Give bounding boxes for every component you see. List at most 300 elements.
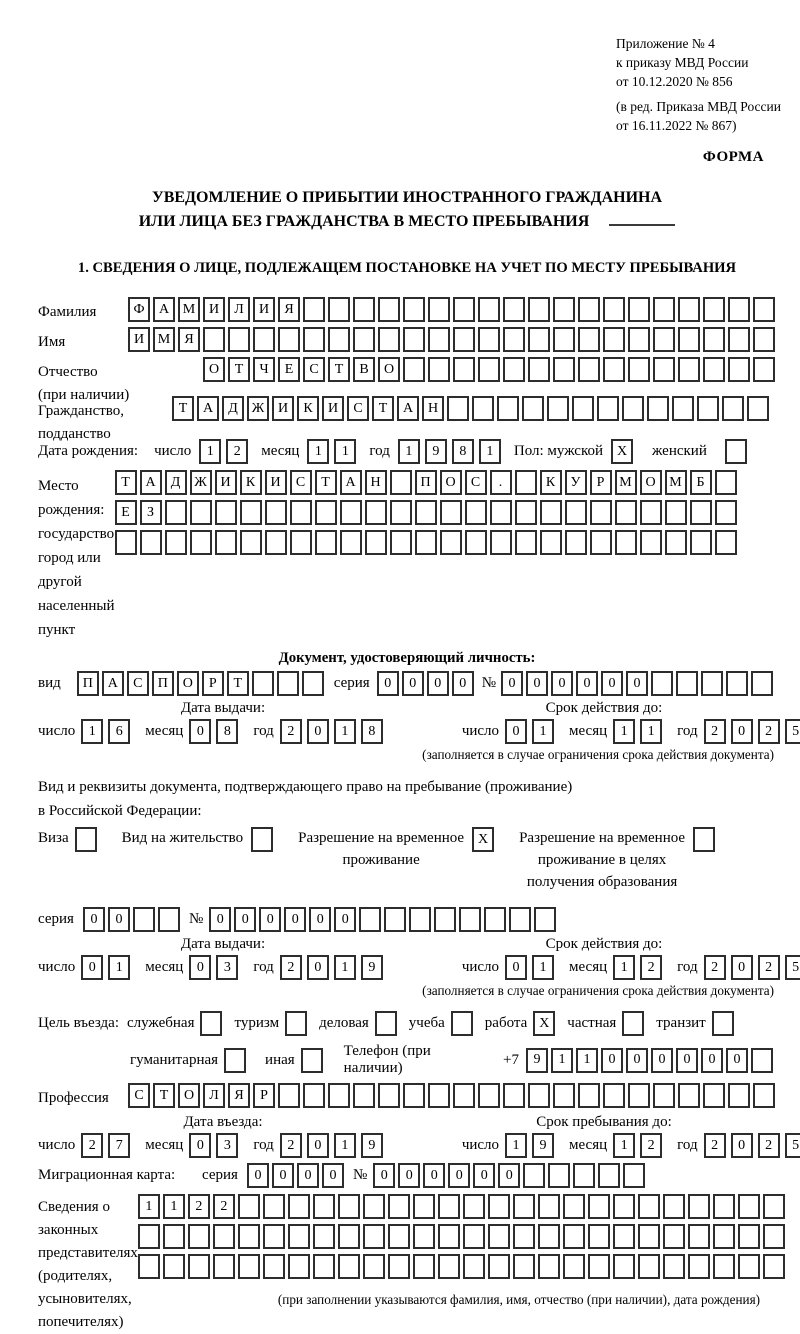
char-cell[interactable] [563, 1224, 585, 1249]
char-cell[interactable]: 0 [505, 719, 527, 744]
char-cell[interactable]: М [178, 297, 200, 322]
char-cell[interactable]: 3 [216, 955, 238, 980]
char-cell[interactable] [263, 1254, 285, 1279]
char-cell[interactable]: И [322, 396, 344, 421]
char-cell[interactable] [228, 327, 250, 352]
char-cell[interactable] [534, 907, 556, 932]
char-cell[interactable] [390, 530, 412, 555]
char-cell[interactable]: Ж [190, 470, 212, 495]
char-cell[interactable] [488, 1254, 510, 1279]
char-cell[interactable] [188, 1224, 210, 1249]
char-cell[interactable]: 0 [209, 907, 231, 932]
char-cell[interactable]: И [265, 470, 287, 495]
char-cell[interactable]: У [565, 470, 587, 495]
char-cell[interactable] [453, 1083, 475, 1108]
char-cell[interactable] [763, 1224, 785, 1249]
char-cell[interactable] [573, 1163, 595, 1188]
char-cell[interactable]: 1 [81, 719, 103, 744]
char-cell[interactable] [328, 327, 350, 352]
char-cell[interactable]: 2 [280, 955, 302, 980]
char-cell[interactable] [290, 530, 312, 555]
char-cell[interactable]: 8 [452, 439, 474, 464]
char-cell[interactable]: А [140, 470, 162, 495]
char-cell[interactable]: С [465, 470, 487, 495]
char-cell[interactable] [165, 530, 187, 555]
char-cell[interactable]: Т [228, 357, 250, 382]
char-cell[interactable]: Ч [253, 357, 275, 382]
char-cell[interactable] [703, 297, 725, 322]
char-cell[interactable] [138, 1224, 160, 1249]
char-cell[interactable]: С [290, 470, 312, 495]
char-cell[interactable] [378, 327, 400, 352]
char-cell[interactable] [338, 1194, 360, 1219]
char-cell[interactable] [713, 1194, 735, 1219]
char-cell[interactable] [277, 671, 299, 696]
char-cell[interactable] [628, 327, 650, 352]
char-cell[interactable] [288, 1224, 310, 1249]
char-cell[interactable] [453, 327, 475, 352]
char-cell[interactable]: 0 [731, 719, 753, 744]
char-cell[interactable]: Я [178, 327, 200, 352]
char-cell[interactable] [403, 327, 425, 352]
char-cell[interactable]: 2 [640, 1133, 662, 1158]
char-cell[interactable]: В [353, 357, 375, 382]
char-cell[interactable]: 0 [423, 1163, 445, 1188]
char-cell[interactable] [603, 357, 625, 382]
char-cell[interactable]: Д [222, 396, 244, 421]
char-cell[interactable] [513, 1194, 535, 1219]
char-cell[interactable] [353, 297, 375, 322]
char-cell[interactable] [465, 500, 487, 525]
char-cell[interactable]: 5 [785, 1133, 800, 1158]
char-cell[interactable]: 0 [501, 671, 523, 696]
char-cell[interactable] [603, 327, 625, 352]
char-cell[interactable] [513, 1224, 535, 1249]
char-cell[interactable]: Р [202, 671, 224, 696]
char-cell[interactable] [688, 1254, 710, 1279]
char-cell[interactable] [447, 396, 469, 421]
char-cell[interactable] [188, 1254, 210, 1279]
char-cell[interactable] [388, 1224, 410, 1249]
char-cell[interactable] [588, 1254, 610, 1279]
char-cell[interactable] [252, 671, 274, 696]
char-cell[interactable]: 2 [704, 719, 726, 744]
char-cell[interactable] [390, 500, 412, 525]
char-cell[interactable]: 1 [613, 955, 635, 980]
char-cell[interactable] [628, 1083, 650, 1108]
char-cell[interactable] [438, 1194, 460, 1219]
char-cell[interactable]: 0 [651, 1048, 673, 1073]
char-cell[interactable]: О [640, 470, 662, 495]
char-cell[interactable]: 1 [532, 955, 554, 980]
char-cell[interactable] [553, 327, 575, 352]
char-cell[interactable] [523, 1163, 545, 1188]
char-cell[interactable]: 1 [505, 1133, 527, 1158]
char-cell[interactable] [728, 297, 750, 322]
char-cell[interactable] [438, 1224, 460, 1249]
char-cell[interactable]: 0 [247, 1163, 269, 1188]
char-cell[interactable] [538, 1254, 560, 1279]
char-cell[interactable] [548, 1163, 570, 1188]
char-cell[interactable]: С [127, 671, 149, 696]
char-cell[interactable] [640, 500, 662, 525]
char-cell[interactable] [215, 500, 237, 525]
char-cell[interactable] [313, 1254, 335, 1279]
char-cell[interactable] [315, 530, 337, 555]
char-cell[interactable] [688, 1194, 710, 1219]
char-cell[interactable] [522, 396, 544, 421]
char-cell[interactable] [553, 1083, 575, 1108]
char-cell[interactable] [365, 530, 387, 555]
char-cell[interactable] [690, 530, 712, 555]
char-cell[interactable] [263, 1224, 285, 1249]
char-cell[interactable]: 0 [576, 671, 598, 696]
char-cell[interactable]: 0 [272, 1163, 294, 1188]
char-cell[interactable] [628, 297, 650, 322]
char-cell[interactable]: 0 [377, 671, 399, 696]
char-cell[interactable]: 0 [309, 907, 331, 932]
char-cell[interactable] [403, 297, 425, 322]
char-cell[interactable]: 0 [373, 1163, 395, 1188]
char-cell[interactable] [540, 530, 562, 555]
char-cell[interactable] [640, 530, 662, 555]
char-cell[interactable]: И [253, 297, 275, 322]
char-cell[interactable]: И [128, 327, 150, 352]
char-cell[interactable]: 0 [307, 1133, 329, 1158]
char-cell[interactable] [503, 357, 525, 382]
char-cell[interactable] [378, 297, 400, 322]
char-cell[interactable]: 9 [425, 439, 447, 464]
char-cell[interactable] [140, 530, 162, 555]
char-cell[interactable]: Б [690, 470, 712, 495]
char-cell[interactable] [428, 357, 450, 382]
char-cell[interactable] [428, 327, 450, 352]
char-cell[interactable] [359, 907, 381, 932]
char-cell[interactable]: Е [278, 357, 300, 382]
char-cell[interactable] [590, 530, 612, 555]
sex-male-checkbox[interactable]: X [611, 439, 633, 464]
char-cell[interactable] [353, 1083, 375, 1108]
char-cell[interactable]: О [177, 671, 199, 696]
char-cell[interactable] [715, 530, 737, 555]
purpose-other-checkbox[interactable] [301, 1048, 323, 1073]
char-cell[interactable]: 2 [81, 1133, 103, 1158]
char-cell[interactable]: 0 [81, 955, 103, 980]
char-cell[interactable]: 9 [361, 1133, 383, 1158]
char-cell[interactable] [478, 297, 500, 322]
visa-checkbox[interactable] [75, 827, 97, 852]
char-cell[interactable]: 0 [601, 1048, 623, 1073]
char-cell[interactable] [753, 1083, 775, 1108]
char-cell[interactable] [215, 530, 237, 555]
char-cell[interactable] [703, 327, 725, 352]
char-cell[interactable] [453, 357, 475, 382]
char-cell[interactable] [478, 357, 500, 382]
char-cell[interactable] [238, 1224, 260, 1249]
char-cell[interactable] [613, 1224, 635, 1249]
char-cell[interactable] [413, 1224, 435, 1249]
char-cell[interactable]: 0 [526, 671, 548, 696]
char-cell[interactable] [528, 297, 550, 322]
char-cell[interactable] [538, 1194, 560, 1219]
char-cell[interactable] [753, 357, 775, 382]
char-cell[interactable] [728, 357, 750, 382]
char-cell[interactable] [563, 1254, 585, 1279]
char-cell[interactable] [290, 500, 312, 525]
char-cell[interactable]: 9 [526, 1048, 548, 1073]
char-cell[interactable] [622, 396, 644, 421]
char-cell[interactable] [509, 907, 531, 932]
char-cell[interactable] [303, 297, 325, 322]
char-cell[interactable] [613, 1254, 635, 1279]
char-cell[interactable]: А [397, 396, 419, 421]
residence-permit-checkbox[interactable] [251, 827, 273, 852]
char-cell[interactable] [213, 1224, 235, 1249]
title-blank-line[interactable] [609, 224, 675, 226]
char-cell[interactable] [547, 396, 569, 421]
char-cell[interactable]: П [77, 671, 99, 696]
char-cell[interactable]: . [490, 470, 512, 495]
char-cell[interactable] [751, 671, 773, 696]
char-cell[interactable] [253, 327, 275, 352]
char-cell[interactable] [497, 396, 519, 421]
char-cell[interactable] [503, 297, 525, 322]
char-cell[interactable] [676, 671, 698, 696]
char-cell[interactable]: Т [153, 1083, 175, 1108]
char-cell[interactable] [390, 470, 412, 495]
char-cell[interactable] [490, 500, 512, 525]
char-cell[interactable] [615, 500, 637, 525]
char-cell[interactable] [578, 357, 600, 382]
char-cell[interactable] [190, 530, 212, 555]
purpose-tourism-checkbox[interactable] [285, 1011, 307, 1036]
char-cell[interactable] [703, 357, 725, 382]
char-cell[interactable]: З [140, 500, 162, 525]
char-cell[interactable] [603, 297, 625, 322]
purpose-business-checkbox[interactable] [200, 1011, 222, 1036]
char-cell[interactable] [165, 500, 187, 525]
char-cell[interactable]: 0 [731, 1133, 753, 1158]
char-cell[interactable]: Р [590, 470, 612, 495]
char-cell[interactable]: 0 [322, 1163, 344, 1188]
char-cell[interactable] [665, 530, 687, 555]
char-cell[interactable]: 2 [213, 1194, 235, 1219]
char-cell[interactable] [572, 396, 594, 421]
char-cell[interactable] [403, 1083, 425, 1108]
char-cell[interactable] [288, 1254, 310, 1279]
char-cell[interactable] [163, 1224, 185, 1249]
char-cell[interactable]: 0 [498, 1163, 520, 1188]
char-cell[interactable]: 1 [398, 439, 420, 464]
char-cell[interactable] [328, 1083, 350, 1108]
char-cell[interactable] [190, 500, 212, 525]
char-cell[interactable]: 1 [334, 1133, 356, 1158]
char-cell[interactable]: К [540, 470, 562, 495]
char-cell[interactable]: Н [365, 470, 387, 495]
char-cell[interactable] [715, 470, 737, 495]
char-cell[interactable]: К [240, 470, 262, 495]
char-cell[interactable] [738, 1224, 760, 1249]
char-cell[interactable] [565, 500, 587, 525]
char-cell[interactable] [338, 1224, 360, 1249]
char-cell[interactable] [663, 1194, 685, 1219]
char-cell[interactable] [240, 530, 262, 555]
char-cell[interactable]: 0 [83, 907, 105, 932]
char-cell[interactable]: 5 [785, 955, 800, 980]
char-cell[interactable]: И [203, 297, 225, 322]
char-cell[interactable]: 0 [189, 1133, 211, 1158]
char-cell[interactable] [528, 357, 550, 382]
char-cell[interactable] [598, 1163, 620, 1188]
char-cell[interactable]: К [297, 396, 319, 421]
char-cell[interactable] [413, 1254, 435, 1279]
char-cell[interactable] [340, 530, 362, 555]
char-cell[interactable] [363, 1224, 385, 1249]
char-cell[interactable]: 0 [676, 1048, 698, 1073]
char-cell[interactable] [415, 500, 437, 525]
char-cell[interactable]: А [153, 297, 175, 322]
char-cell[interactable]: О [378, 357, 400, 382]
char-cell[interactable]: 0 [473, 1163, 495, 1188]
char-cell[interactable] [263, 1194, 285, 1219]
char-cell[interactable] [678, 357, 700, 382]
char-cell[interactable]: Д [165, 470, 187, 495]
char-cell[interactable]: 0 [189, 955, 211, 980]
char-cell[interactable] [690, 500, 712, 525]
char-cell[interactable] [726, 671, 748, 696]
char-cell[interactable] [238, 1254, 260, 1279]
char-cell[interactable]: 1 [334, 719, 356, 744]
purpose-private-checkbox[interactable] [622, 1011, 644, 1036]
char-cell[interactable] [115, 530, 137, 555]
char-cell[interactable]: О [203, 357, 225, 382]
char-cell[interactable] [578, 327, 600, 352]
char-cell[interactable] [302, 671, 324, 696]
char-cell[interactable] [203, 327, 225, 352]
char-cell[interactable]: 0 [452, 671, 474, 696]
char-cell[interactable]: 2 [640, 955, 662, 980]
char-cell[interactable] [428, 1083, 450, 1108]
char-cell[interactable] [503, 327, 525, 352]
char-cell[interactable] [722, 396, 744, 421]
char-cell[interactable]: 0 [189, 719, 211, 744]
char-cell[interactable]: 0 [505, 955, 527, 980]
char-cell[interactable]: С [347, 396, 369, 421]
char-cell[interactable] [638, 1224, 660, 1249]
char-cell[interactable]: 1 [334, 955, 356, 980]
char-cell[interactable] [628, 357, 650, 382]
char-cell[interactable] [265, 500, 287, 525]
char-cell[interactable] [603, 1083, 625, 1108]
char-cell[interactable]: 0 [234, 907, 256, 932]
char-cell[interactable]: А [102, 671, 124, 696]
char-cell[interactable] [565, 530, 587, 555]
char-cell[interactable] [338, 1254, 360, 1279]
char-cell[interactable] [553, 357, 575, 382]
char-cell[interactable] [484, 907, 506, 932]
char-cell[interactable]: 1 [199, 439, 221, 464]
char-cell[interactable] [653, 357, 675, 382]
char-cell[interactable] [590, 500, 612, 525]
char-cell[interactable]: 2 [758, 955, 780, 980]
char-cell[interactable] [528, 327, 550, 352]
char-cell[interactable]: 5 [785, 719, 800, 744]
char-cell[interactable]: 3 [216, 1133, 238, 1158]
char-cell[interactable] [553, 297, 575, 322]
char-cell[interactable]: 0 [626, 1048, 648, 1073]
char-cell[interactable]: Ж [247, 396, 269, 421]
char-cell[interactable]: 2 [704, 1133, 726, 1158]
char-cell[interactable]: Л [228, 297, 250, 322]
char-cell[interactable]: Н [422, 396, 444, 421]
char-cell[interactable] [738, 1194, 760, 1219]
char-cell[interactable] [415, 530, 437, 555]
char-cell[interactable] [688, 1224, 710, 1249]
char-cell[interactable] [751, 1048, 773, 1073]
char-cell[interactable]: Я [278, 297, 300, 322]
char-cell[interactable] [463, 1224, 485, 1249]
char-cell[interactable]: 7 [108, 1133, 130, 1158]
char-cell[interactable] [240, 500, 262, 525]
char-cell[interactable] [651, 671, 673, 696]
char-cell[interactable] [428, 297, 450, 322]
char-cell[interactable] [434, 907, 456, 932]
char-cell[interactable] [713, 1254, 735, 1279]
char-cell[interactable]: 0 [307, 719, 329, 744]
char-cell[interactable] [663, 1224, 685, 1249]
char-cell[interactable]: Т [328, 357, 350, 382]
purpose-work-checkbox[interactable]: X [533, 1011, 555, 1036]
char-cell[interactable]: Я [228, 1083, 250, 1108]
char-cell[interactable] [738, 1254, 760, 1279]
char-cell[interactable] [578, 297, 600, 322]
char-cell[interactable]: 0 [334, 907, 356, 932]
char-cell[interactable] [503, 1083, 525, 1108]
char-cell[interactable] [303, 327, 325, 352]
char-cell[interactable]: 0 [731, 955, 753, 980]
char-cell[interactable] [459, 907, 481, 932]
char-cell[interactable]: 1 [163, 1194, 185, 1219]
char-cell[interactable]: 9 [361, 955, 383, 980]
char-cell[interactable]: Е [115, 500, 137, 525]
char-cell[interactable] [490, 530, 512, 555]
char-cell[interactable]: С [128, 1083, 150, 1108]
char-cell[interactable]: М [665, 470, 687, 495]
char-cell[interactable] [728, 327, 750, 352]
char-cell[interactable] [715, 500, 737, 525]
char-cell[interactable] [409, 907, 431, 932]
char-cell[interactable] [623, 1163, 645, 1188]
char-cell[interactable] [158, 907, 180, 932]
char-cell[interactable] [638, 1194, 660, 1219]
char-cell[interactable] [488, 1224, 510, 1249]
char-cell[interactable]: 1 [613, 1133, 635, 1158]
char-cell[interactable]: 1 [576, 1048, 598, 1073]
char-cell[interactable]: П [415, 470, 437, 495]
char-cell[interactable]: 6 [108, 719, 130, 744]
char-cell[interactable] [365, 500, 387, 525]
char-cell[interactable] [597, 396, 619, 421]
purpose-study-checkbox[interactable] [451, 1011, 473, 1036]
purpose-transit-checkbox[interactable] [712, 1011, 734, 1036]
char-cell[interactable]: Т [315, 470, 337, 495]
char-cell[interactable]: 0 [448, 1163, 470, 1188]
char-cell[interactable] [238, 1194, 260, 1219]
sex-female-checkbox[interactable] [725, 439, 747, 464]
char-cell[interactable]: 2 [188, 1194, 210, 1219]
char-cell[interactable] [678, 297, 700, 322]
char-cell[interactable] [653, 327, 675, 352]
